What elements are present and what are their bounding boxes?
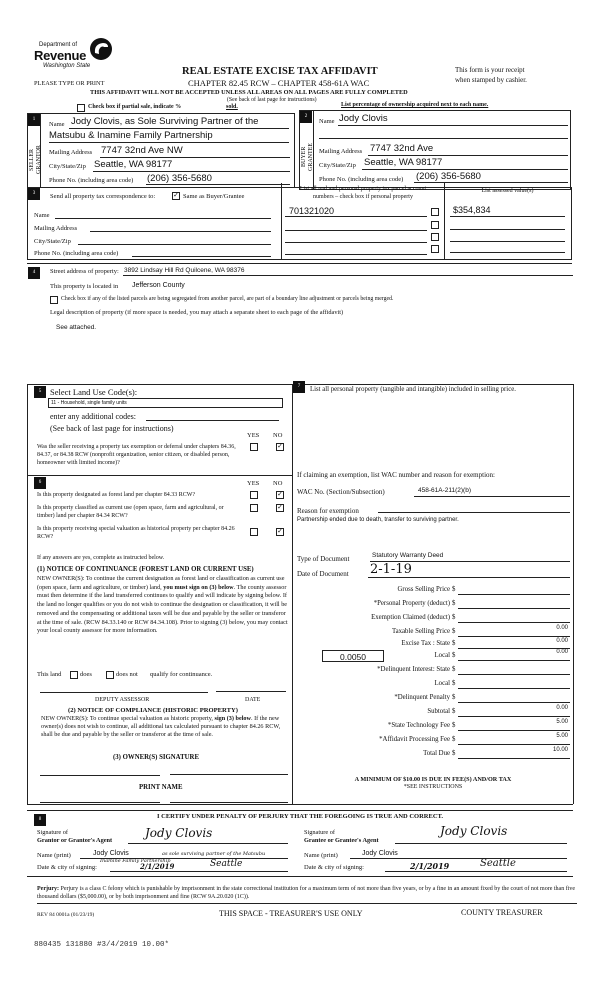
seller-city-field[interactable]: Seattle, WA 98177 — [94, 159, 173, 170]
delinquent-interest-local-label: Local — [434, 680, 450, 687]
seller-name-line2-field[interactable]: Matsubu & Inamine Family Partnership — [49, 130, 213, 141]
gross-selling-price-field[interactable] — [458, 594, 570, 595]
partial-sale-sold: sold. — [226, 104, 238, 110]
personal-property-checkbox[interactable] — [431, 245, 439, 253]
excise-state-value[interactable]: 0.00 — [556, 638, 568, 644]
exemption-claimed-field[interactable] — [458, 622, 570, 623]
same-as-buyer-checkbox[interactable]: ✓ — [173, 192, 179, 199]
exemption-claimed-label: Exemption Claimed (deduct) — [371, 614, 450, 621]
section-5-badge: 5 — [34, 386, 46, 398]
corr-name-field[interactable] — [55, 218, 271, 219]
personal-property-checkbox[interactable] — [431, 221, 439, 229]
grantor-signature-field[interactable]: Jody Clovis — [145, 826, 213, 840]
correspondence-label: Send all property tax correspondence to: — [50, 193, 156, 200]
wac-field[interactable]: 458-61A-211(2)(b) — [418, 487, 471, 494]
section-6-badge: 6 — [34, 477, 46, 489]
state-technology-fee-value[interactable]: 5.00 — [556, 719, 568, 725]
receipt-note-2: when stamped by cashier. — [455, 76, 527, 84]
excise-local-value[interactable]: 0.00 — [556, 649, 568, 655]
minimum-due-note: A MINIMUM OF $10.00 IS DUE IN FEE(S) AND/OR TAX — [354, 776, 512, 783]
ownership-note: List percentage of ownership acquired next to each name. — [341, 102, 489, 108]
personal-property-checkbox[interactable] — [431, 208, 439, 216]
seller-mailing-field[interactable]: 7747 32nd Ave NW — [101, 145, 183, 156]
section-3-badge: 3 — [28, 188, 40, 200]
grantee-signature-label: Signature of Grantee or Grantee's Agent — [304, 829, 379, 844]
logo-state-text: Washington State — [43, 63, 91, 69]
assessed-value-field[interactable] — [450, 229, 565, 230]
see-instructions-note: *SEE INSTRUCTIONS — [403, 784, 463, 790]
form-subtitle: CHAPTER 82.45 RCW – CHAPTER 458-61A WAC — [188, 78, 370, 88]
assessed-header: List assessed value(s) — [481, 188, 534, 194]
assessed-value-field[interactable]: $354,834 — [453, 205, 491, 215]
doc-date-field[interactable]: 2-1-19 — [370, 562, 412, 577]
personal-property-checkbox[interactable] — [431, 233, 439, 241]
personal-property-deduct-label: *Personal Property (deduct) — [373, 600, 450, 607]
delinquent-interest-local-field[interactable] — [458, 688, 570, 689]
logo-dept-text: Department of — [39, 42, 78, 48]
if-yes-instructions: If any answers are yes, complete as instructed below. — [37, 555, 165, 561]
parcel-number-field[interactable]: 701321020 — [289, 206, 335, 216]
current-use-no-checkbox[interactable]: ✓ — [277, 504, 283, 511]
notice-continuance-body: NEW OWNER(S): To continue the current designation as forest land or classification as current use (open space, farm and agriculture, or timber) land, you must sign on (3) below. The county assessor must then determine if the land transferred continues to qualify and will indicate by signing below. If the land no longer qualifies or you do not wish to continue the designation or classification, it will be removed and the compensating or additional taxes will be due and payable by the seller or transferor at the time of sale. (RCW 84.33.140 or RCW 84.34.108). Prior to signing (3) below, you may contact your local county assessor for more information. — [37, 575, 288, 635]
land-use-select[interactable] — [48, 398, 283, 408]
buyer-name-field[interactable]: Jody Clovis — [339, 113, 388, 124]
owner-signature-label: (3) OWNER(S) SIGNATURE — [113, 754, 199, 761]
buyer-mailing-label: Mailing Address — [319, 148, 363, 155]
seller-phone-label: Phone No. (including area code) — [49, 177, 134, 184]
grantor-name-handwritten-1: as sole surviving partner of the Matsubu — [162, 851, 266, 857]
please-type-text: PLEASE TYPE OR PRINT — [34, 80, 105, 87]
county-field[interactable]: Jefferson County — [132, 282, 185, 289]
deputy-assessor-signature-field[interactable] — [40, 692, 208, 693]
assessed-value-field[interactable] — [450, 252, 565, 253]
delinquent-interest-state-field[interactable] — [458, 674, 570, 675]
exemption-yes-checkbox[interactable] — [250, 443, 258, 451]
parcel-number-field[interactable] — [285, 254, 427, 255]
grantor-name-label: Name (print) — [37, 852, 71, 859]
historic-yes-checkbox[interactable] — [250, 528, 258, 536]
form-id: REV 84 0001a (01/23/19) — [37, 912, 95, 918]
grantee-date-label: Date & city of signing: — [304, 864, 364, 871]
grantee-date-field[interactable]: 2/1/2019 — [410, 861, 450, 871]
grantor-name-handwritten-2: Inamine Family Partnership — [100, 858, 171, 864]
land-use-title: Select Land Use Code(s): — [50, 387, 138, 397]
segregated-label: Check box if any of the listed parcels are being segregated from another parcel, are part of a boundary line adjustment or parcels being merged. — [61, 296, 394, 302]
forest-land-question: Is this property designated as forest land per chapter 84.33 RCW? — [37, 492, 196, 498]
affidavit-processing-fee-value[interactable]: 5.00 — [556, 733, 568, 739]
buyer-city-field[interactable]: Seattle, WA 98177 — [364, 157, 443, 168]
receipt-note-1: This form is your receipt — [455, 66, 525, 74]
owner-signature-field-1[interactable] — [40, 775, 160, 776]
subtotal-value[interactable]: 0.00 — [556, 705, 568, 711]
total-due-value[interactable]: 10.00 — [552, 747, 568, 753]
section-4-badge: 4 — [28, 267, 40, 279]
does-label: does — [80, 671, 92, 678]
corr-mailing-field[interactable] — [90, 231, 271, 232]
delinquent-interest-state-label: *Delinquent Interest: State — [377, 666, 450, 673]
section-7-badge: 7 — [293, 381, 305, 393]
taxable-selling-price-label: Taxable Selling Price — [391, 628, 450, 635]
print-name-field-2[interactable] — [170, 802, 288, 803]
deputy-assessor-label: DEPUTY ASSESSOR — [95, 697, 150, 703]
delinquent-penalty-field[interactable] — [458, 702, 570, 703]
corr-mailing-label: Mailing Address — [34, 225, 78, 232]
buyer-phone-field[interactable]: (206) 356-5680 — [416, 171, 481, 182]
form-title: REAL ESTATE EXCISE TAX AFFIDAVIT — [182, 66, 378, 77]
current-use-yes-checkbox[interactable] — [250, 504, 258, 512]
s6-no-header: NO — [273, 480, 283, 487]
historic-no-checkbox[interactable]: ✓ — [277, 528, 283, 535]
corr-phone-field[interactable] — [132, 256, 271, 257]
grantor-date-field[interactable]: 2/1/2019 — [140, 862, 175, 871]
assessed-value-field[interactable] — [450, 241, 565, 242]
treasurer-stamp: 880435 131880 #3/4/2019 10.00* — [34, 941, 170, 949]
buyer-name-label: Name — [319, 118, 335, 125]
section-2-badge: 2 — [300, 111, 312, 123]
street-address-label: Street address of property: — [50, 268, 119, 275]
seller-name-line1-field[interactable]: Jody Clovis, as Sole Surviving Partner of the — [71, 116, 259, 127]
reason-label: Reason for exemption — [297, 507, 359, 515]
grantor-signature-label: Signature of Grantor or Grantor's Agent — [37, 829, 113, 844]
grantee-signature-field[interactable]: Jody Clovis — [440, 824, 508, 838]
additional-codes-field[interactable] — [146, 420, 279, 421]
buyer-phone-label: Phone No. (including area code) — [319, 176, 404, 183]
dor-logo — [34, 33, 124, 73]
exemption-label: If claiming an exemption, list WAC number and reason for exemption: — [297, 471, 495, 479]
does-not-qualify-checkbox[interactable] — [106, 671, 114, 679]
seller-phone-field[interactable]: (206) 356-5680 — [147, 173, 212, 184]
gross-selling-price-label: Gross Selling Price — [397, 586, 450, 593]
grantee-city-field[interactable]: Seattle — [480, 858, 516, 869]
print-name-field-1[interactable] — [40, 802, 160, 803]
seller-city-label: City/State/Zip — [49, 163, 86, 170]
buyer-side-label: BUYER GRANTEE — [301, 143, 314, 171]
parcel-number-field[interactable] — [285, 242, 427, 243]
grantee-name-label: Name (print) — [304, 852, 338, 859]
qualify-label: qualify for continuance. — [150, 671, 213, 678]
local-rate-value: 0.0050 — [340, 652, 366, 662]
parcel-number-field[interactable] — [285, 230, 427, 231]
total-due-label: Total Due — [423, 750, 450, 757]
additional-codes-label: enter any additional codes: — [50, 412, 136, 421]
owner-signature-field-2[interactable] — [170, 774, 288, 775]
taxable-selling-price-value[interactable]: 0.00 — [556, 625, 568, 631]
logo-revenue-text: Revenue — [34, 48, 87, 63]
exemption-no-checkbox[interactable]: ✓ — [277, 443, 283, 450]
this-land-label: This land — [37, 671, 62, 678]
seller-mailing-label: Mailing Address — [49, 149, 93, 156]
s6-yes-header: YES — [247, 480, 260, 487]
doc-type-field[interactable]: Statutory Warranty Deed — [372, 552, 444, 559]
partial-sale-checkbox[interactable] — [77, 104, 85, 112]
delinquent-penalty-label: *Delinquent Penalty — [394, 694, 450, 701]
personal-property-deduct-field[interactable] — [458, 608, 570, 609]
doc-date-label: Date of Document — [297, 570, 349, 578]
perjury-notice: Perjury: Perjury is a class C felony which is punishable by imprisonment in the state correctional institution for a maximum term of not more than five years, or by a fine in an amount fixed by the court of not more than five thousand dollars ($5,000.00), or by both imprisonment and fine (RCW 9A.20.020 (1C)). — [37, 886, 576, 900]
no-header: NO — [273, 432, 283, 439]
assessor-date-label: DATE — [245, 697, 261, 703]
corr-city-label: City/State/Zip — [34, 238, 71, 245]
buyer-mailing-field[interactable]: 7747 32nd Ave — [370, 143, 434, 154]
assessor-date-field[interactable] — [216, 691, 286, 692]
section-1-badge: 1 — [28, 114, 40, 126]
notice-compliance-title: (2) NOTICE OF COMPLIANCE (HISTORIC PROPERTY) — [68, 707, 238, 714]
doc-type-label: Type of Document — [297, 555, 350, 563]
street-address-field[interactable]: 3892 Lindsay Hill Rd Quilcene, WA 98376 — [124, 267, 245, 274]
legal-description-field[interactable]: See attached. — [56, 324, 97, 331]
excise-local-label: Local — [434, 652, 450, 659]
buyer-city-label: City/State/Zip — [319, 162, 356, 169]
seller-side-label: SELLER GRANTOR — [29, 145, 42, 175]
legal-description-label: Legal description of property (if more space is needed, you may attach a separate sheet to each page of the affidavit) — [50, 309, 344, 316]
corr-phone-label: Phone No. (including area code) — [34, 250, 119, 257]
yes-header: YES — [247, 432, 260, 439]
print-name-label: PRINT NAME — [139, 784, 183, 791]
grantee-name-field[interactable]: Jody Clovis — [362, 850, 398, 857]
land-use-see-back: (See back of last page for instructions) — [50, 424, 174, 433]
current-use-question: Is this property classified as current use (open space, farm and agricultural, or timber) land per chapter 84.34 RCW? — [37, 505, 224, 519]
notice-compliance-body: NEW OWNER(S): To continue special valuation as historic property, sign (3) below. If the new owner(s) does not wish to continue, all additional tax calculated pursuant to chapter 84.26 RCW, shall be due and payable by the seller or transferor at the time of sale. — [41, 715, 281, 738]
affidavit-processing-fee-label: *Affidavit Processing Fee — [379, 736, 450, 743]
partial-sale-label: Check box if partial sale, indicate % — [88, 104, 182, 110]
exemption-question: Was the seller receiving a property tax exemption or deferral under chapters 84.36, 84.37, or 84.38 RCW (nonprofit organization, senior citizen, or disabled person, homeowner with limited income)? — [37, 444, 236, 466]
county-treasurer-label: COUNTY TREASURER — [461, 908, 543, 917]
grantor-date-label: Date & city of signing: — [37, 864, 97, 871]
same-as-buyer-label: Same as Buyer/Grantee — [183, 193, 245, 200]
section-8-badge: 8 — [34, 814, 46, 826]
historic-question: Is this property receiving special valuation as historical property per chapter 84.26 RCW? — [37, 526, 235, 540]
corr-city-field[interactable] — [78, 244, 271, 245]
grantor-name-field[interactable]: Jody Clovis — [93, 850, 129, 857]
does-not-label: does not — [116, 671, 138, 678]
subtotal-label: Subtotal — [427, 708, 450, 715]
seller-name-label: Name — [49, 121, 65, 128]
corr-name-label: Name — [34, 212, 50, 219]
does-qualify-checkbox[interactable] — [70, 671, 78, 679]
parcels-header: List all real and personal property tax parcel account numbers – check box if personal property — [299, 186, 427, 200]
forest-land-yes-checkbox[interactable] — [250, 491, 258, 499]
forest-land-no-checkbox[interactable]: ✓ — [277, 491, 283, 498]
personal-property-label: List all personal property (tangible and intangible) included in selling price. — [310, 386, 516, 393]
form-warning: THIS AFFIDAVIT WILL NOT BE ACCEPTED UNLESS ALL AREAS ON ALL PAGES ARE FULLY COMPLETED — [90, 89, 408, 96]
treasurer-use-label: THIS SPACE - TREASURER'S USE ONLY — [219, 909, 363, 918]
excise-state-label: Excise Tax : State — [401, 640, 450, 647]
see-back-note: (See back of last page for instructions) — [227, 97, 317, 103]
reason-field[interactable]: Partnership ended due to death, transfer to surviving partner. — [297, 517, 459, 523]
wac-label: WAC No. (Section/Subsection) — [297, 488, 385, 496]
state-technology-fee-label: *State Technology Fee — [387, 722, 450, 729]
notice-continuance-title: (1) NOTICE OF CONTINUANCE (FOREST LAND OR CURRENT USE) — [37, 566, 254, 573]
local-rate-box[interactable] — [322, 650, 384, 662]
certify-title: I CERTIFY UNDER PENALTY OF PERJURY THAT THE FOREGOING IS TRUE AND CORRECT. — [156, 813, 443, 820]
located-in-label: This property is located in — [50, 283, 119, 290]
dor-swirl-logo-icon — [89, 37, 113, 61]
grantor-city-field[interactable]: Seattle — [210, 859, 243, 869]
segregated-checkbox[interactable] — [50, 296, 58, 304]
land-use-selected-value: 11 - Household, single family units — [51, 400, 127, 406]
